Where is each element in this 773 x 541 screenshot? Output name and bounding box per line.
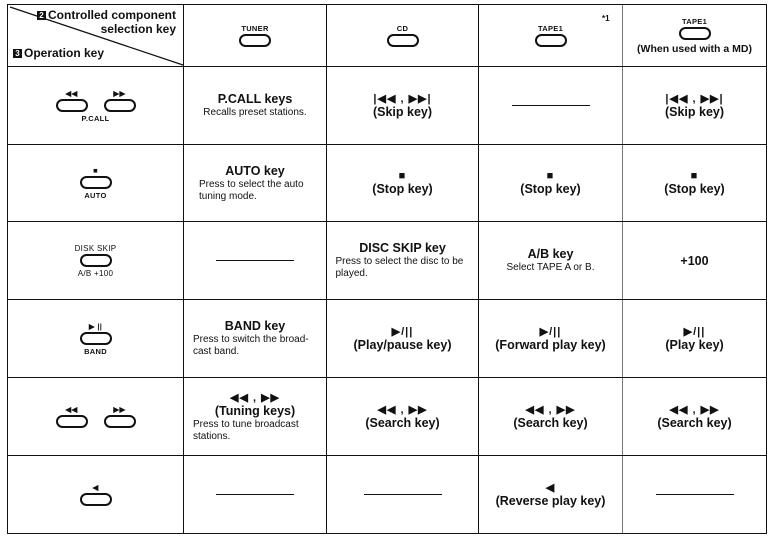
cell-tape1-stop: ■ (Stop key): [520, 170, 581, 196]
next-key-icon: [104, 99, 136, 112]
cell-md-stop: ■ (Stop key): [664, 170, 725, 196]
cell-tape1-none: [479, 67, 622, 144]
badge-2-icon: 2: [37, 11, 46, 20]
cell-tape1-ab: A/B key Select TAPE A or B.: [506, 247, 595, 273]
cell-tape1-search: ◀◀ , ▶▶ (Search key): [513, 404, 588, 430]
column-header-cd: CD: [327, 5, 478, 66]
op-key-search: ◀◀ ▶▶: [8, 378, 183, 455]
cell-tape1-reverse: ◀ (Reverse play key): [495, 482, 606, 508]
tuner-key-icon: [239, 34, 271, 47]
not-applicable-dash: [656, 494, 734, 495]
rewind-key-icon: [56, 415, 88, 428]
tape1-md-key-icon: [679, 27, 711, 40]
column-header-tape1-md: TAPE1 (When used with a MD): [637, 16, 752, 55]
badge-3-icon: 3: [13, 49, 22, 58]
cell-cd-none: [327, 456, 478, 533]
footnote-mark: *1: [602, 14, 610, 23]
disk-skip-key-icon: [80, 254, 112, 267]
op-key-disk-skip: DISK SKIP A/B +100: [74, 243, 117, 278]
cell-cd-search: ◀◀ , ▶▶ (Search key): [365, 404, 440, 430]
cell-tuner-none: [184, 222, 326, 299]
op-key-reverse: ◀: [8, 456, 183, 533]
column-header-tape1: TAPE1: [479, 5, 622, 66]
fast-forward-key-icon: [104, 415, 136, 428]
not-applicable-dash: [364, 494, 442, 495]
cell-md-play: ▶/|| (Play key): [665, 326, 724, 352]
stop-key-icon: [80, 176, 112, 189]
cell-md-none: [623, 456, 766, 533]
cell-tuner-pcall: P.CALL keys Recalls preset stations.: [203, 92, 307, 118]
not-applicable-dash: [216, 260, 294, 261]
cell-tuner-band: BAND key Press to switch the broad-cast band.: [193, 319, 309, 357]
cell-md-skip: |◀◀ , ▶▶| (Skip key): [664, 93, 725, 119]
column-header-tuner: TUNER: [184, 5, 326, 66]
cell-tuner-tuning: ◀◀ , ▶▶ (Tuning keys) Press to tune broadcast stations.: [193, 391, 299, 442]
cell-cd-play-pause: ▶/|| (Play/pause key): [353, 326, 452, 352]
not-applicable-dash: [216, 494, 294, 495]
play-pause-key-icon: [80, 332, 112, 345]
operation-key-header: 3 Operation key: [13, 46, 104, 60]
cell-cd-stop: ■ (Stop key): [372, 170, 433, 196]
tape1-key-icon: [535, 34, 567, 47]
op-key-band: ▶ || BAND: [8, 300, 183, 377]
cell-cd-disc-skip: DISC SKIP key Press to select the disc to be played.: [335, 241, 464, 279]
key-function-table: [7, 4, 767, 534]
cell-tape1-forward: ▶/|| (Forward play key): [495, 326, 606, 352]
reverse-key-icon: [80, 493, 112, 506]
op-key-auto: ■ AUTO: [8, 145, 183, 221]
cell-md-plus100: +100: [680, 253, 709, 268]
prev-key-icon: [56, 99, 88, 112]
cell-cd-skip: |◀◀ , ▶▶| (Skip key): [372, 93, 433, 119]
cell-tuner-none: [184, 456, 326, 533]
cell-tuner-auto: AUTO key Press to select the auto tuning mode.: [199, 163, 304, 202]
op-key-pcall: ◀◀ ▶▶ P.CALL: [8, 67, 183, 144]
cd-key-icon: [387, 34, 419, 47]
selection-key-header: 2 Controlled component selection key: [36, 8, 176, 36]
not-applicable-dash: [512, 105, 590, 106]
cell-md-search: ◀◀ , ▶▶ (Search key): [657, 404, 732, 430]
